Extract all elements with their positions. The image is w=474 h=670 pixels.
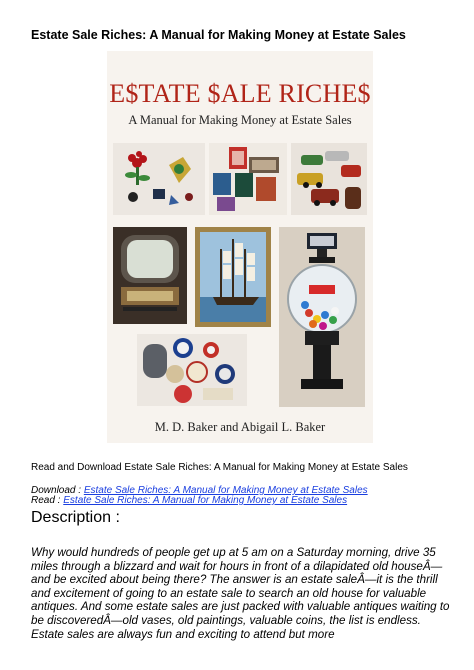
read-download-line: Read and Download Estate Sale Riches: A Manual for Making Money at Estate Sales — [31, 462, 408, 473]
ship-painting-photo — [195, 227, 271, 327]
description-text: Why would hundreds of people get up at 5 am on a Saturday morning, drive 35 miles through a blizzard and wait for hours in front of a dilapidated old houseÂ—and be excited about being there? The answer is an estate saleÂ—it is the thrill and excitement of going to an estate sale to search an old house for valuable antiques. And some estate sales are just packed with valuable antiques waiting to be discoveredÂ—old vases, old paintings, valuable coins, the list is endless. Estate sales are always fun and exciting to attend but more — [31, 546, 450, 641]
book-cover — [107, 51, 373, 443]
cover-authors: M. D. Baker and Abigail L. Baker — [154, 420, 326, 434]
download-label: Download : — [31, 485, 84, 496]
gumball-machine-photo — [279, 227, 365, 407]
read-label: Read : — [31, 495, 64, 506]
toy-cars-photo — [291, 143, 367, 215]
page-title: Estate Sale Riches: A Manual for Making Money at Estate Sales — [31, 28, 406, 42]
stamps-photo — [209, 143, 287, 215]
read-line — [31, 495, 347, 506]
brooches-photo — [113, 143, 205, 215]
cover-title: E$TATE $ALE RICHE$ — [109, 79, 371, 108]
read-link[interactable]: Estate Sale Riches: A Manual for Making Money at Estate Sales — [63, 495, 348, 506]
campaign-buttons-photo — [137, 334, 247, 406]
cover-subtitle: A Manual for Making Money at Estate Sales — [128, 113, 352, 127]
description-heading: Description : — [31, 509, 120, 526]
vintage-tv-photo — [113, 227, 187, 324]
download-link[interactable]: Estate Sale Riches: A Manual for Making Money at Estate Sales — [83, 485, 368, 496]
